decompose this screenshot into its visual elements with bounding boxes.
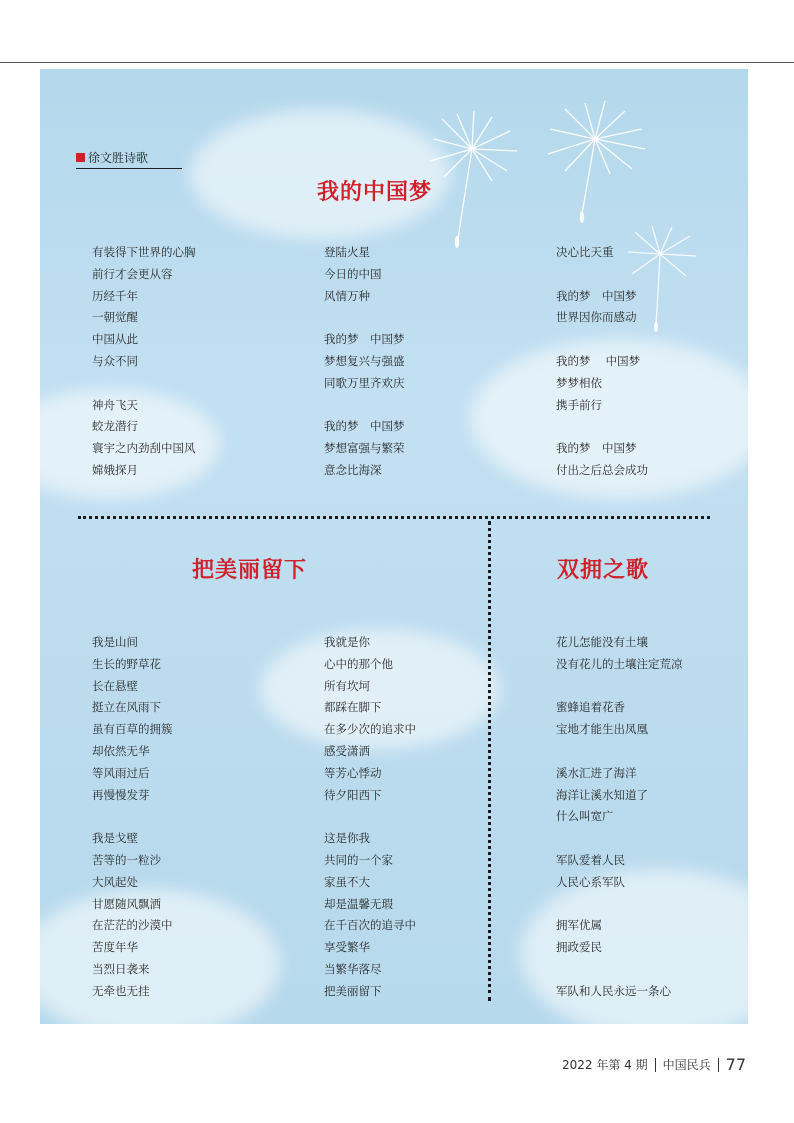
- poem-line: 花儿怎能没有土壤: [556, 635, 648, 649]
- poem-line: 没有花儿的土壤注定荒凉: [556, 656, 683, 671]
- poem-line: 我的梦 中国梦: [324, 419, 405, 434]
- poem-title: 双拥之歌: [557, 557, 650, 583]
- poem-line: 什么叫宽广: [556, 809, 614, 824]
- poem-line: 当烈日袭来: [92, 961, 150, 976]
- stanza-break: [324, 307, 405, 329]
- poem-line: 等芳心悸动: [324, 765, 382, 780]
- stanza-break: [556, 416, 648, 438]
- poem-line: 有装得下世界的心胸: [92, 245, 196, 259]
- stanza-break: [556, 264, 648, 286]
- poem-line: 拥政爱民: [556, 940, 602, 955]
- poem-title: 我的中国梦: [317, 179, 433, 205]
- stanza-break: [92, 806, 173, 828]
- poem-line: 付出之后总会成功: [556, 462, 648, 477]
- page-footer: [562, 1055, 746, 1074]
- poem-column: [556, 632, 683, 1003]
- poem-title: 把美丽留下: [192, 557, 308, 583]
- poem-line: 登陆火星: [324, 245, 370, 259]
- stanza-break: [556, 828, 683, 850]
- stanza-break: [556, 676, 683, 698]
- poem-column: [92, 632, 173, 1003]
- poem-line: 军队和人民永远一条心: [556, 983, 671, 998]
- poem-line: 我的梦 中国梦: [556, 441, 637, 456]
- poem-line: 挺立在风雨下: [92, 700, 161, 715]
- poem-column: [324, 242, 405, 482]
- poem-line: 一朝觉醒: [92, 310, 138, 325]
- poem-line: 世界因你而感动: [556, 310, 637, 325]
- poem-line: 宝地才能生出凤凰: [556, 722, 648, 737]
- poem-column: [556, 242, 648, 482]
- stanza-break: [324, 395, 405, 417]
- poem-line: 与众不同: [92, 353, 138, 368]
- section-tag: [76, 149, 182, 169]
- poem-line: 军队爱着人民: [556, 852, 625, 867]
- stanza-break: [556, 894, 683, 916]
- poem-line: 溪水汇进了海洋: [556, 765, 637, 780]
- poem-line: 在茫茫的沙漠中: [92, 918, 173, 933]
- poem-line: 我的梦 中国梦: [556, 353, 641, 368]
- poem-line: 把美丽留下: [324, 983, 382, 998]
- stanza-break: [556, 959, 683, 981]
- poem-line: 这是你我: [324, 831, 370, 846]
- poem-line: 风情万种: [324, 288, 370, 303]
- section-tag-label: 徐文胜诗歌: [88, 151, 149, 165]
- poem-line: 待夕阳西下: [324, 787, 382, 802]
- poem-line: 却依然无华: [92, 743, 150, 758]
- stanza-break: [92, 373, 196, 395]
- poem-line: 梦梦相依: [556, 375, 602, 390]
- poem-line: 海洋让溪水知道了: [556, 787, 648, 802]
- poem-line: 当繁华落尽: [324, 961, 382, 976]
- poem-line: 享受繁华: [324, 940, 370, 955]
- poem-line: 大风起处: [92, 874, 138, 889]
- poem-line: 寰宇之内劲刮中国风: [92, 441, 196, 456]
- poem-line: 我的梦 中国梦: [556, 288, 637, 303]
- footer-separator: [718, 1058, 719, 1072]
- poem-line: 意念比海深: [324, 462, 382, 477]
- poem-line: 生长的野草花: [92, 656, 161, 671]
- poem-line: 共同的一个家: [324, 852, 393, 867]
- dandelion-seed-icon: [540, 99, 650, 229]
- poem-line: 感受潇洒: [324, 743, 370, 758]
- poem-line: 嫦娥探月: [92, 462, 138, 477]
- poem-line: 我的梦 中国梦: [324, 332, 405, 347]
- poem-column: [92, 242, 196, 482]
- poem-line: 我就是你: [324, 635, 370, 649]
- poem-line: 我是山间: [92, 635, 138, 649]
- poem-line: 家虽不大: [324, 874, 370, 889]
- poem-line: 携手前行: [556, 397, 602, 412]
- stanza-break: [556, 329, 648, 351]
- poem-line: 长在悬壁: [92, 678, 138, 693]
- poem-line: 历经千年: [92, 288, 138, 303]
- poem-line: 却是温馨无瑕: [324, 896, 393, 911]
- poem-line: 蛟龙潜行: [92, 419, 138, 434]
- poem-line: 人民心系军队: [556, 874, 625, 889]
- poem-column: [324, 632, 416, 1003]
- poem-line: 神舟飞天: [92, 397, 138, 412]
- poem-line: 我是戈壁: [92, 831, 138, 846]
- dotted-divider-vertical: [488, 521, 491, 1001]
- issue-label: 2022 年第 4 期: [562, 1058, 648, 1072]
- red-square-icon: [76, 153, 85, 162]
- poem-line: 中国从此: [92, 332, 138, 347]
- poem-line: 再慢慢发芽: [92, 787, 150, 802]
- poem-line: 无牵也无挂: [92, 983, 150, 998]
- poem-line: 在千百次的追寻中: [324, 918, 416, 933]
- poem-line: 所有坎坷: [324, 678, 370, 693]
- top-rule: [0, 62, 794, 63]
- cloud: [190, 109, 450, 239]
- poem-line: 苦等的一粒沙: [92, 852, 161, 867]
- dandelion-seed-icon: [422, 109, 522, 259]
- poem-line: 蜜蜂追着花香: [556, 700, 625, 715]
- poem-line: 拥军优属: [556, 918, 602, 933]
- poem-panel: [40, 69, 748, 1024]
- dotted-divider-horizontal: [78, 516, 710, 519]
- poem-line: 甘愿随风飘洒: [92, 896, 161, 911]
- footer-separator: [655, 1058, 656, 1072]
- stanza-break: [556, 741, 683, 763]
- poem-line: 梦想复兴与强盛: [324, 353, 405, 368]
- poem-line: 等风雨过后: [92, 765, 150, 780]
- poem-line: 心中的那个他: [324, 656, 393, 671]
- magazine-name: 中国民兵: [662, 1058, 711, 1072]
- stanza-break: [324, 806, 416, 828]
- poem-line: 都踩在脚下: [324, 700, 382, 715]
- poem-line: 虽有百草的拥簇: [92, 722, 173, 737]
- page-number: 77: [725, 1055, 746, 1074]
- poem-line: 今日的中国: [324, 266, 382, 281]
- poem-line: 苦度年华: [92, 940, 138, 955]
- poem-line: 前行才会更从容: [92, 266, 173, 281]
- poem-line: 决心比天重: [556, 245, 614, 259]
- poem-line: 梦想富强与繁荣: [324, 441, 405, 456]
- poem-line: 在多少次的追求中: [324, 722, 416, 737]
- poem-line: 同歌万里齐欢庆: [324, 375, 405, 390]
